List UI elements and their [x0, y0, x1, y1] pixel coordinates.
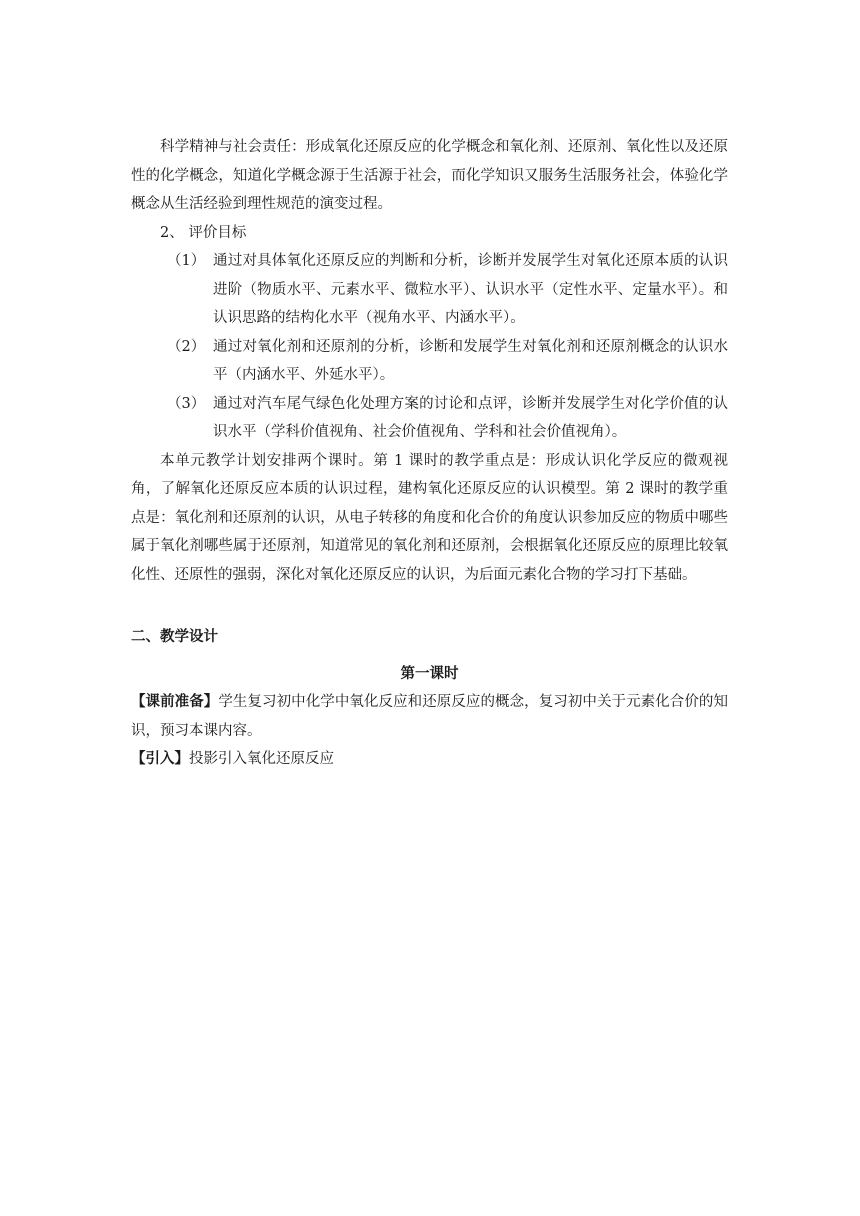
introduction: [131, 745, 728, 774]
evaluation-item-number: （3）: [167, 395, 206, 412]
teaching-design-heading: 二、教学设计: [131, 629, 218, 645]
evaluation-item-text: 通过对汽车尾气绿色化处理方案的讨论和点评，诊断并发展学生对化学价值的认识水平（学科价值视角、社会价值视角、学科和社会价值视角）。: [213, 395, 728, 440]
unit-plan-paragraph: 本单元教学计划安排两个课时。第 1 课时的教学重点是：形成认识化学反应的微观视角，了解氧化还原反应本质的认识过程，建构氧化还原反应的认识模型。第 2 课时的教学重点是：氧化剂和还原剂的认识，从电子转移的角度和化合价的角度认识参加反应的物质中哪些属于氧化剂哪些属于还原剂，知道常见的氧化剂和还原剂，会根据氧化还原反应的原理比较氧化性、还原性的强弱，深化对氧化还原反应的认识，为后面元素化合物的学习打下基础。: [131, 452, 728, 583]
science-spirit-paragraph: 科学精神与社会责任：形成氧化还原反应的化学概念和氧化剂、还原剂、氧化性以及还原性的化学概念，知道化学概念源于生活源于社会，而化学知识又服务生活服务社会，体验化学概念从生活经验到理性规范的演变过程。: [131, 139, 728, 212]
pre-class-tag: 【课前准备】: [131, 694, 219, 710]
evaluation-goals-list: [131, 247, 728, 447]
evaluation-item-text: 通过对氧化剂和还原剂的分析，诊断和发展学生对氧化剂和还原剂概念的认识水平（内涵水平、外延水平）。: [213, 338, 728, 383]
introduction-tag: 【引入】: [131, 751, 189, 767]
pre-class-preparation: [131, 688, 728, 745]
evaluation-item-number: （1）: [167, 253, 206, 269]
evaluation-item: [131, 247, 728, 333]
introduction-text: 投影引入氧化还原反应: [189, 751, 334, 767]
pre-class-text: 学生复习初中化学中氧化反应和还原反应的概念，复习初中关于元素化合价的知识，预习本课内容。: [131, 694, 728, 739]
evaluation-item-text: 通过对具体氧化还原反应的判断和分析，诊断并发展学生对氧化还原本质的认识进阶（物质水平、元素水平、微粒水平）、认识水平（定性水平、定量水平）。和认识思路的结构化水平（视角水平、内涵水平）。: [213, 253, 728, 326]
evaluation-goals-heading: 2、 评价目标: [160, 224, 247, 241]
lesson-title: 第一课时: [400, 665, 459, 682]
evaluation-item-number: （2）: [167, 338, 206, 355]
document-page: [131, 133, 728, 774]
evaluation-item: [131, 390, 728, 447]
evaluation-item: [131, 333, 728, 390]
